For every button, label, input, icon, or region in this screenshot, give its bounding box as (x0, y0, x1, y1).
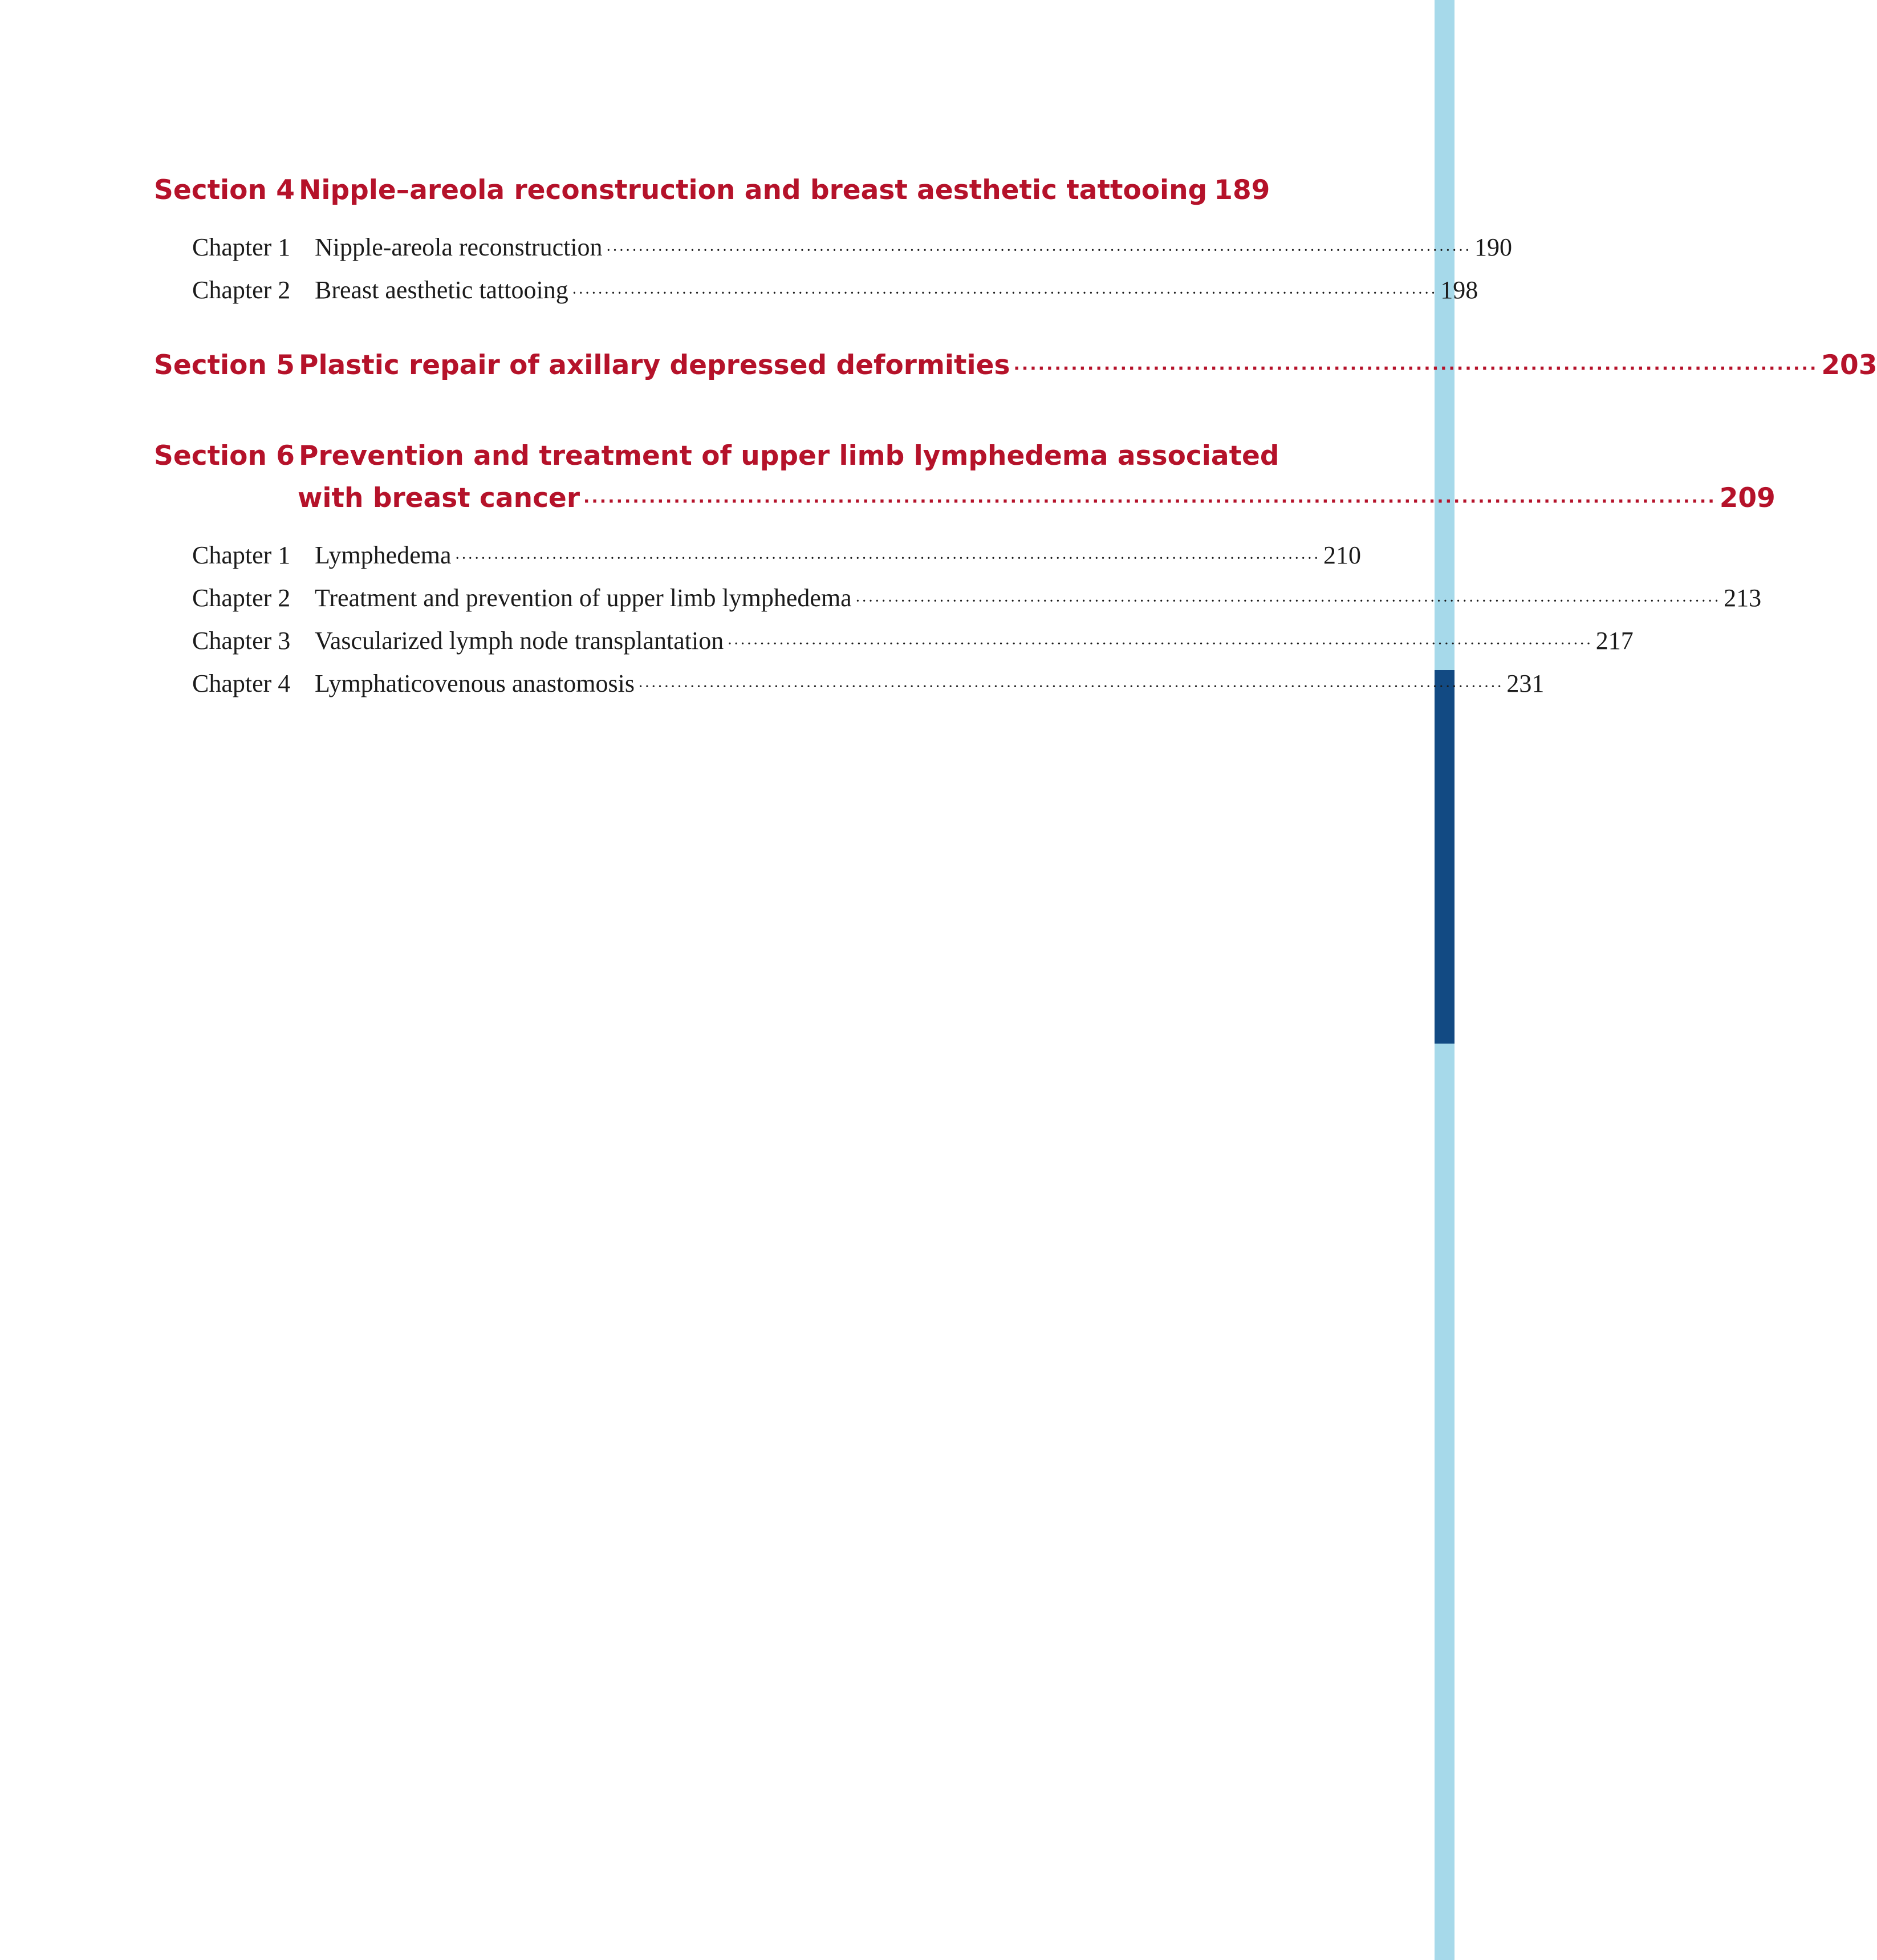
edge-thumb-tab (1435, 670, 1455, 1044)
dot-leader: ······································································································································ (571, 285, 1437, 302)
section-5-entry[interactable] (299, 350, 1877, 381)
section-6-title-line-1[interactable]: Prevention and treatment of upper limb lymphedema associated (299, 440, 1279, 472)
dot-leader: ······································································································································ (637, 678, 1504, 696)
chapter-label: Chapter 2 (192, 584, 291, 612)
chapter-entry[interactable] (315, 541, 1361, 570)
section-6-title-line-2: with breast cancer (298, 482, 580, 514)
chapter-title: Vascularized lymph node transplantation (315, 627, 724, 655)
chapter-title: Lymphedema (315, 541, 452, 569)
chapter-page: 217 (1595, 627, 1634, 655)
chapter-label: Chapter 1 (192, 541, 291, 569)
chapter-entry[interactable] (315, 275, 1478, 305)
chapter-title: Nipple-areola reconstruction (315, 233, 603, 261)
chapter-entry[interactable] (315, 583, 1762, 612)
chapter-label: Chapter 4 (192, 669, 291, 697)
dot-leader: ······································································································································ (454, 550, 1320, 567)
chapter-label: Chapter 1 (192, 233, 291, 261)
section-4-title: Nipple–areola reconstruction and breast aesthetic tattooing (299, 175, 1208, 206)
dot-leader: ······································································································································ (606, 242, 1472, 259)
dot-leader: ······································································································································ (727, 635, 1592, 653)
section-6-label: Section 6 (154, 440, 295, 472)
section-6-page: 209 (1719, 482, 1776, 514)
section-5-label: Section 5 (154, 350, 295, 381)
chapter-page: 190 (1474, 233, 1513, 261)
chapter-label: Chapter 3 (192, 627, 291, 655)
dot-leader: ······································································································································ (855, 593, 1721, 610)
chapter-title: Lymphaticovenous anastomosis (315, 669, 635, 697)
chapter-page: 198 (1440, 276, 1478, 304)
dot-leader: ·········································································································································· (583, 492, 1716, 512)
chapter-entry[interactable] (315, 233, 1513, 262)
chapter-page: 231 (1506, 669, 1545, 697)
section-5-page: 203 (1821, 350, 1877, 381)
dot-leader: ·································································································· (1013, 359, 1818, 379)
section-4-label: Section 4 (154, 175, 295, 206)
chapter-entry[interactable] (315, 669, 1545, 698)
chapter-title: Breast aesthetic tattooing (315, 276, 568, 304)
section-4-page: 189 (1214, 175, 1270, 206)
chapter-page: 213 (1724, 584, 1762, 612)
section-5-title: Plastic repair of axillary depressed deformities (299, 350, 1010, 381)
chapter-label: Chapter 2 (192, 276, 291, 304)
chapter-page: 210 (1323, 541, 1361, 569)
section-6-entry[interactable] (298, 482, 1776, 514)
section-4-entry[interactable] (299, 175, 1270, 206)
chapter-title: Treatment and prevention of upper limb lymphedema (315, 584, 852, 612)
chapter-entry[interactable] (315, 626, 1634, 655)
